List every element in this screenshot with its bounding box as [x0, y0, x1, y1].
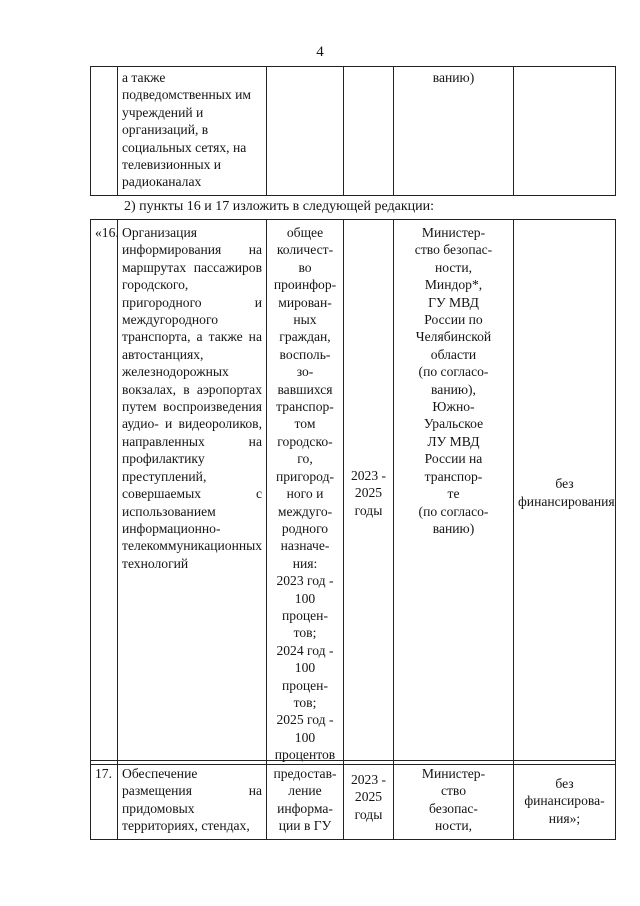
executor-cell — [394, 220, 514, 765]
period-cell — [344, 761, 394, 840]
amendment-instruction: 2) пункты 16 и 17 изложить в следующей редакции: — [124, 199, 435, 214]
executor-cell — [394, 67, 514, 196]
row-number: 17. — [95, 766, 112, 781]
executor-cell — [394, 761, 514, 840]
table-row-16 — [90, 219, 616, 765]
task-line: подведомственных им — [122, 87, 251, 103]
period-text: 2023 - 2025 годы — [350, 772, 387, 822]
task-cell — [118, 67, 267, 196]
task-cell — [118, 761, 267, 840]
funding-cell — [514, 761, 616, 840]
executor-text: Министер- ство безопас- ности, — [421, 766, 486, 834]
row-number: «16. — [95, 225, 119, 240]
task-cell — [118, 220, 267, 765]
task-line: организаций, в — [122, 122, 209, 138]
number-cell — [91, 220, 118, 765]
task-line: социальных сетях, на — [122, 139, 247, 155]
funding-text: без финансирования — [518, 476, 615, 509]
table-fragment-top — [90, 66, 616, 196]
indicator-cell — [267, 67, 344, 196]
task-text: Обеспечение размещения на придомовых территориях, стендах, — [122, 766, 262, 834]
funding-cell — [514, 67, 616, 196]
indicator-cell — [267, 761, 344, 840]
number-cell — [91, 761, 118, 840]
indicator-cell — [267, 220, 344, 765]
executor-text: Министер- ство безопас- ности, Миндор*, ГУ МВД России по Челябинской области (по согласо- ванию), Южно- Уральское ЛУ МВД России на транспор- те (по согласо- ванию) — [414, 225, 493, 536]
task-line: а также — [122, 70, 166, 85]
page-number: 4 — [316, 44, 324, 60]
indicator-text: предостав- ление информа- ции в ГУ — [273, 766, 337, 834]
task-line: телевизионных и — [122, 157, 222, 173]
table-row — [91, 67, 616, 196]
task-line: радиоканалах — [122, 174, 202, 190]
executor-text: ванию) — [432, 70, 475, 85]
table-row — [91, 761, 616, 840]
table-row — [91, 220, 616, 765]
task-text: Организация информирования на маршрутах пассажиров городского, пригородного и междугородного транспорта, а также на автостанциях, железнодорожных вокзалах, в аэропортах путем воспроизведения аудио- и видеороликов, направленных на профилактику преступлений, совершаемых с использованием информационно-телекоммуникационных технологий — [122, 225, 263, 571]
table-row-17 — [90, 760, 616, 840]
period-cell — [344, 67, 394, 196]
funding-text: без финансирова- ния»; — [524, 776, 605, 826]
funding-cell — [514, 220, 616, 765]
period-cell — [344, 220, 394, 765]
period-text: 2023 - 2025 годы — [350, 467, 387, 518]
indicator-text: общее количест- во проинфор- мирован- ных граждан, восполь- зо- вавшихся транспор- том городско- го, пригород- ного и междуго- родного назначе- ния: 2023 год - 100 процен- тов; 2024 год - 100 процен- тов; 2025 год - 100 процентов — [273, 225, 337, 763]
number-cell — [91, 67, 118, 196]
task-line: учреждений и — [122, 104, 204, 120]
